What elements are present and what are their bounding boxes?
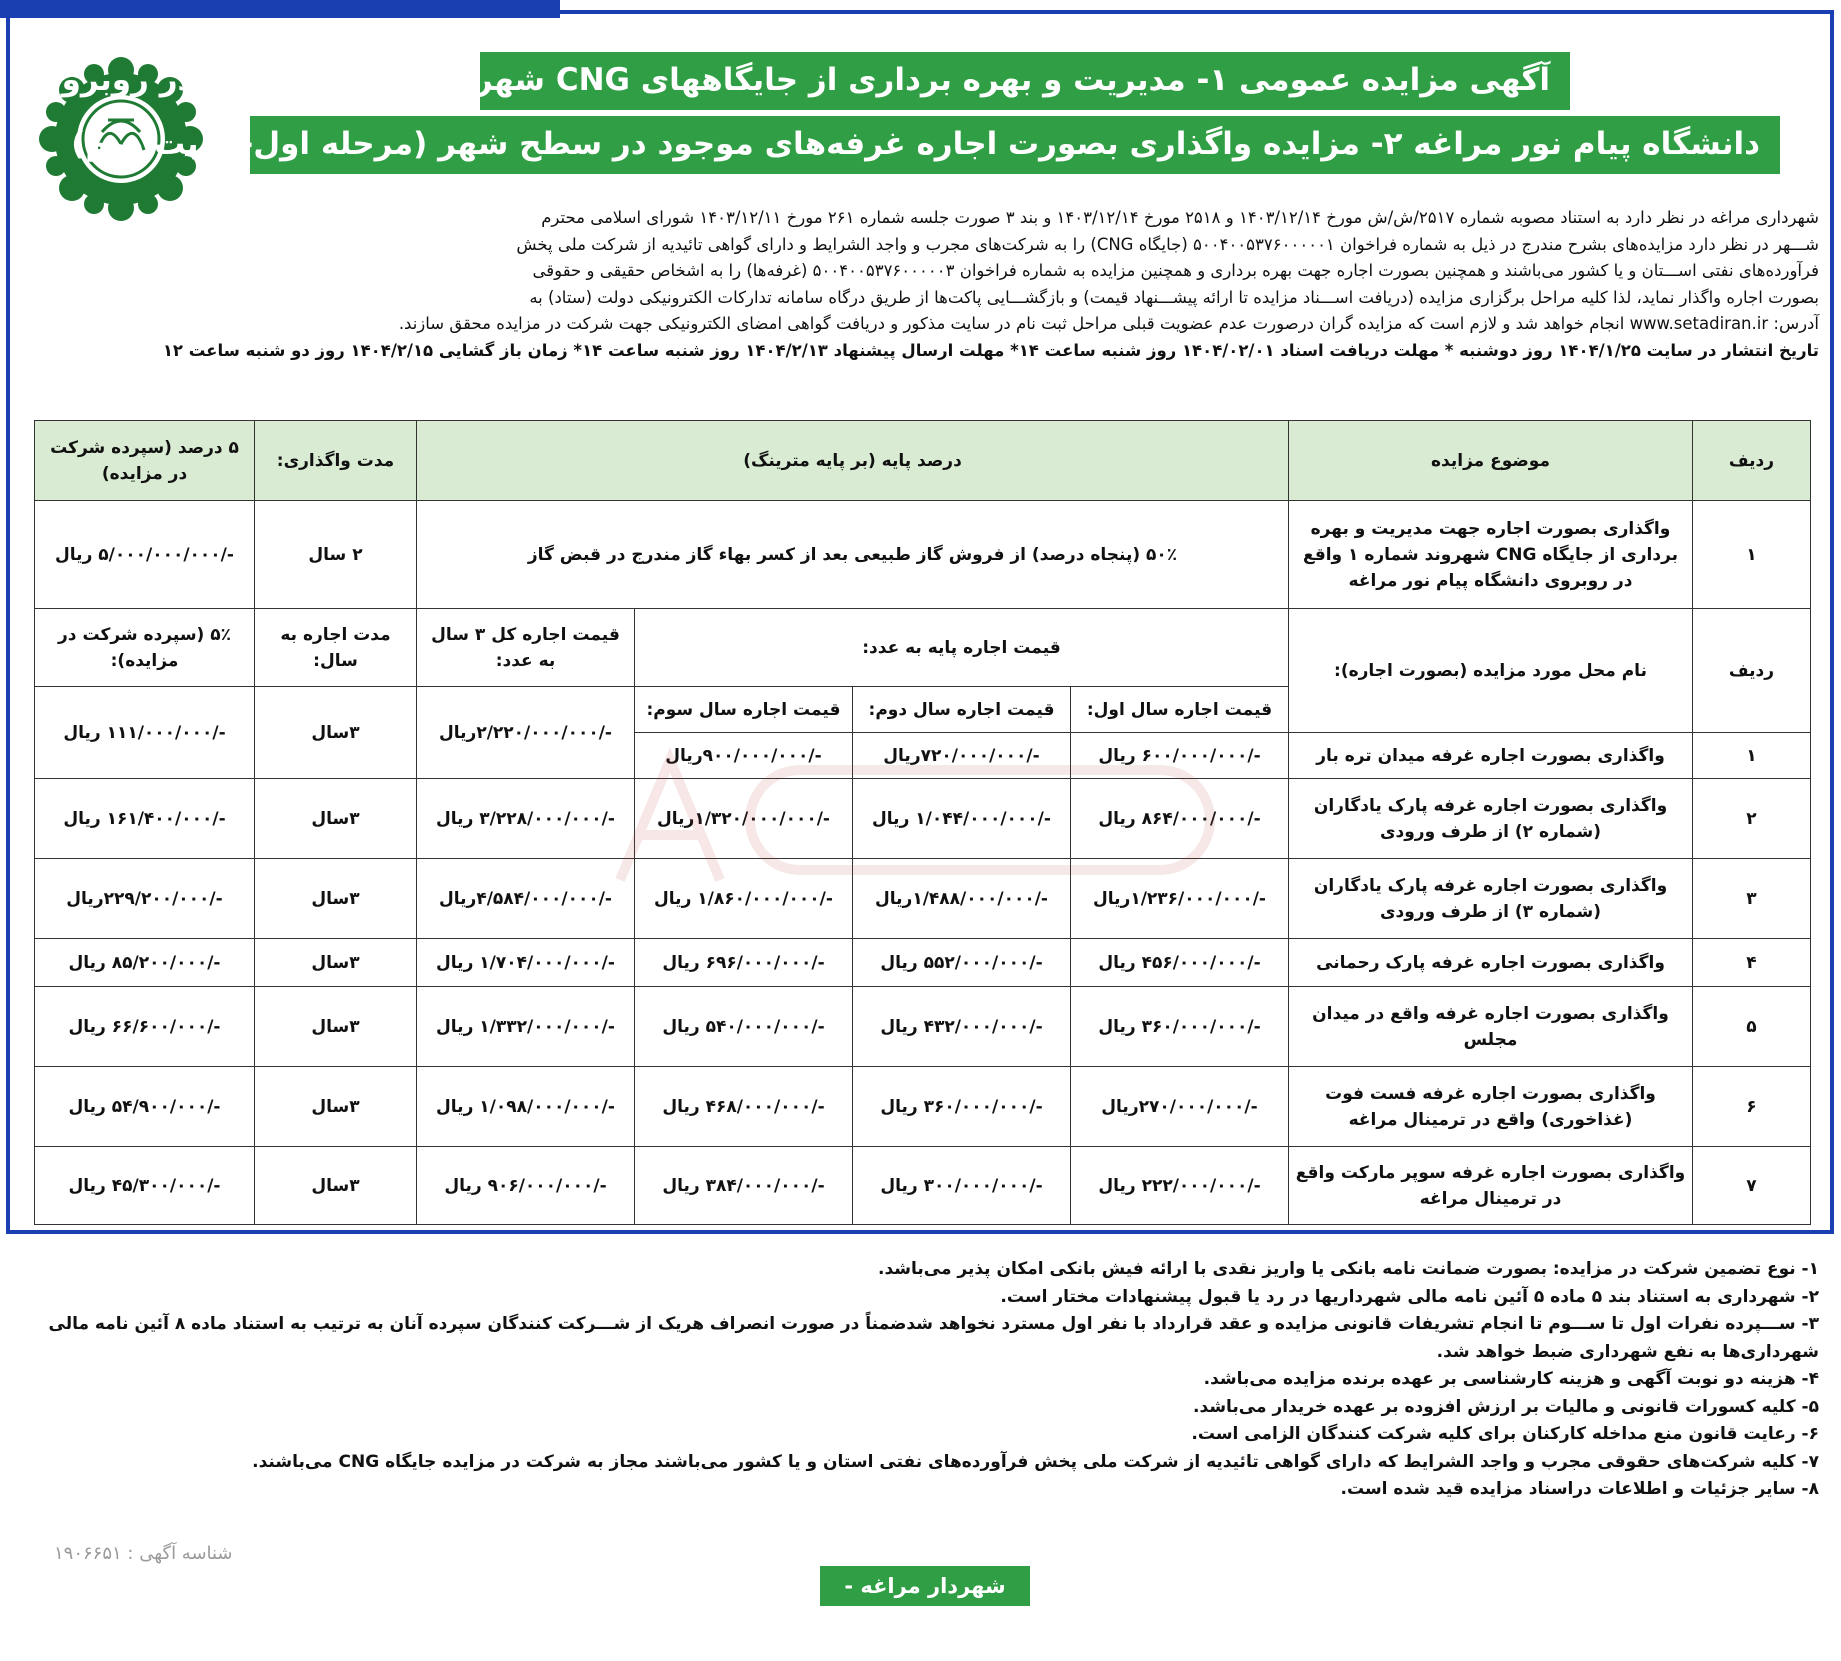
row-year1: -/۲۲۲/۰۰۰/۰۰۰ ریال — [1071, 1147, 1289, 1225]
t1-row-subject: واگذاری بصورت اجاره جهت مدیریت و بهره برداری از جایگاه CNG شهروند شماره ۱ واقع در روبروی دانشگاه پیام نور مراغه — [1289, 501, 1693, 609]
t1-row-duration: ۲ سال — [255, 501, 417, 609]
row-total: -/۱/۰۹۸/۰۰۰/۰۰۰ ریال — [417, 1067, 635, 1147]
t1-header-deposit: ۵ درصد (سپرده شرکت در مزایده) — [35, 421, 255, 501]
row-num: ۴ — [1693, 939, 1811, 987]
note-item: ۳- ســـپرده نفرات اول تا ســـوم تا انجام تشریفات قانونی مزایده و عقد قرارداد با نفر اول مسترد نخواهد شدضمناً در صورت انصراف هریک از شـــرکت کنندگان سپرده آنان به ترتیب به استناد ماده ۸ آئین نامه مالی — [48, 1314, 1819, 1334]
row-year2: -/۷۲۰/۰۰۰/۰۰۰ریال — [853, 733, 1071, 779]
row-num: ۶ — [1693, 1067, 1811, 1147]
row-deposit: -/۶۶/۶۰۰/۰۰۰ ریال — [35, 987, 255, 1067]
row-place: واگذاری بصورت اجاره غرفه سوپر مارکت واقع در ترمینال مراغه — [1289, 1147, 1693, 1225]
t2-header-year3: قیمت اجاره سال سوم: — [635, 687, 853, 733]
t2-header-year2: قیمت اجاره سال دوم: — [853, 687, 1071, 733]
table-row — [35, 939, 1811, 987]
intro-line: شـــهر در نظر دارد مزایده‌های بشرح مندرج در ذیل به شماره فراخوان ۵۰۰۴۰۰۵۳۷۶۰۰۰۰۰۱ (جایگاه CNG) را به شرکت‌های مجرب و واجد الشرایط و دارای گواهی تائیدیه از شرکت ملی پخش — [516, 234, 1819, 254]
row-year1: -/۸۶۴/۰۰۰/۰۰۰ ریال — [1071, 779, 1289, 859]
t2-header-duration: مدت اجاره به سال: — [255, 609, 417, 687]
row-num: ۷ — [1693, 1147, 1811, 1225]
t2-row1-duration: ۳سال — [255, 687, 417, 779]
row-place: واگذاری بصورت اجاره غرفه پارک رحمانی — [1289, 939, 1693, 987]
row-year2: -/۳۰۰/۰۰۰/۰۰۰ ریال — [853, 1147, 1071, 1225]
note-item: ۸- سایر جزئیات و اطلاعات دراسناد مزایده قید شده است. — [1340, 1479, 1819, 1499]
row-year1: -/۱/۲۳۶/۰۰۰/۰۰۰ریال — [1071, 859, 1289, 939]
auction-table — [34, 420, 1811, 1225]
notice-title — [33, 52, 1780, 178]
table-row — [35, 779, 1811, 859]
t2-header-total: قیمت اجاره کل ۳ سال به عدد: — [417, 609, 635, 687]
t2-header-place: نام محل مورد مزایده (بصورت اجاره): — [1289, 609, 1693, 733]
intro-paragraph — [29, 205, 1819, 364]
row-place: واگذاری بصورت اجاره غرفه میدان تره بار — [1289, 733, 1693, 779]
table-row — [35, 987, 1811, 1067]
row-year1: -/۳۶۰/۰۰۰/۰۰۰ ریال — [1071, 987, 1289, 1067]
row-year3: -/۹۰۰/۰۰۰/۰۰۰ریال — [635, 733, 853, 779]
row-year3: -/۱/۳۲۰/۰۰۰/۰۰۰ریال — [635, 779, 853, 859]
row-year1: -/۲۷۰/۰۰۰/۰۰۰ریال — [1071, 1067, 1289, 1147]
row-duration: ۳سال — [255, 1067, 417, 1147]
intro-line: آدرس: www.setadiran.ir انجام خواهد شد و لازم است که مزایده گران درصورت عدم عضویت قبلی مراحل ثبت نام در سایت مذکور و دریافت گواهی امضای الکترونیکی جهت شرکت در مزایده محقق سازند. — [398, 314, 1819, 333]
row-total: -/۱/۷۰۴/۰۰۰/۰۰۰ ریال — [417, 939, 635, 987]
note-item: ۴- هزینه دو نوبت آگهی و هزینه کارشناسی بر عهده برنده مزایده می‌باشد. — [1203, 1369, 1819, 1389]
t1-row-base-percent: ۵۰٪ (پنجاه درصد) از فروش گاز طبیعی بعد از کسر بهاء گاز مندرج در قبض گاز — [417, 501, 1289, 609]
row-num: ۱ — [1693, 733, 1811, 779]
t1-header-base-percent: درصد پایه (بر پایه مترینگ) — [417, 421, 1289, 501]
table-row — [35, 1147, 1811, 1225]
row-year1: -/۶۰۰/۰۰۰/۰۰۰ ریال — [1071, 733, 1289, 779]
note-item: ۷- کلیه شرکت‌های حقوقی مجرب و واجد الشرایط که دارای گواهی تائیدیه از شرکت ملی پخش فرآورده‌های نفتی استان و یا کشور می‌باشند مجاز به شرکت در مزایده جایگاه CNG می‌باشند. — [252, 1451, 1819, 1472]
row-year3: -/۳۸۴/۰۰۰/۰۰۰ ریال — [635, 1147, 853, 1225]
row-year2: -/۱/۴۸۸/۰۰۰/۰۰۰ریال — [853, 859, 1071, 939]
row-duration: ۳سال — [255, 859, 417, 939]
row-duration: ۳سال — [255, 779, 417, 859]
notes-list — [29, 1256, 1819, 1504]
note-item: ۲- شهرداری به استناد بند ۵ ماده ۵ آئین نامه مالی شهرداریها در رد یا قبول پیشنهادات مختار است. — [1000, 1286, 1819, 1307]
row-place: واگذاری بصورت اجاره غرفه پارک یادگاران (شماره ۲) از طرف ورودی — [1289, 779, 1693, 859]
t1-row-num: ۱ — [1693, 501, 1811, 609]
row-duration: ۳سال — [255, 987, 417, 1067]
row-total: -/۹۰۶/۰۰۰/۰۰۰ ریال — [417, 1147, 635, 1225]
intro-line: فرآورده‌های نفتی اســـتان و یا کشور می‌باشند و همچنین بصورت اجاره جهت بهره برداری و همچنین مزایده به شماره فراخوان ۵۰۰۴۰۰۵۳۷۶۰۰۰۰۰۳ (غرفه‌ها) را به اشخاص حقیقی و حقوقی — [532, 261, 1819, 280]
t1-header-duration: مدت واگذاری: — [255, 421, 417, 501]
row-year3: -/۴۶۸/۰۰۰/۰۰۰ ریال — [635, 1067, 853, 1147]
row-year3: -/۱/۸۶۰/۰۰۰/۰۰۰ ریال — [635, 859, 853, 939]
t2-header-base-rent: قیمت اجاره پایه به عدد: — [635, 609, 1289, 687]
row-year2: -/۱/۰۴۴/۰۰۰/۰۰۰ ریال — [853, 779, 1071, 859]
row-total: -/۴/۵۸۴/۰۰۰/۰۰۰ریال — [417, 859, 635, 939]
t1-header-row: ردیف — [1693, 421, 1811, 501]
note-item: ۵- کلیه کسورات قانونی و مالیات بر ارزش افزوده بر عهده خریدار می‌باشد. — [1193, 1396, 1819, 1417]
t2-row1-total: -/۲/۲۲۰/۰۰۰/۰۰۰ریال — [417, 687, 635, 779]
row-year3: -/۵۴۰/۰۰۰/۰۰۰ ریال — [635, 987, 853, 1067]
t2-header-deposit: ۵٪ (سپرده شرکت در مزایده): — [35, 609, 255, 687]
t1-row-deposit: -/۵/۰۰۰/۰۰۰/۰۰۰ ریال — [35, 501, 255, 609]
row-deposit: -/۵۴/۹۰۰/۰۰۰ ریال — [35, 1067, 255, 1147]
row-duration: ۳سال — [255, 939, 417, 987]
row-total: -/۳/۲۲۸/۰۰۰/۰۰۰ ریال — [417, 779, 635, 859]
signature-badge: شهردار مراغه - مروتی — [820, 1566, 1030, 1606]
table-row — [35, 1067, 1811, 1147]
row-year2: -/۵۵۲/۰۰۰/۰۰۰ ریال — [853, 939, 1071, 987]
row-total: -/۱/۳۳۲/۰۰۰/۰۰۰ ریال — [417, 987, 635, 1067]
row-num: ۲ — [1693, 779, 1811, 859]
row-num: ۳ — [1693, 859, 1811, 939]
row-year3: -/۶۹۶/۰۰۰/۰۰۰ ریال — [635, 939, 853, 987]
row-num: ۵ — [1693, 987, 1811, 1067]
row-place: واگذاری بصورت اجاره غرفه پارک یادگاران (شماره ۳) از طرف ورودی — [1289, 859, 1693, 939]
intro-dates-line: تاریخ انتشار در سایت ۱۴۰۴/۱/۲۵ روز دوشنبه * مهلت دریافت اسناد ۱۴۰۴/۰۲/۰۱ روز شنبه ساعت ۱۴* مهلت ارسال پیشنهاد ۱۴۰۴/۲/۱۳ روز شنبه ساعت ۱۴* زمان باز گشایی ۱۴۰۴/۲/۱۵ روز دو شنبه ساعت ۱۲ — [162, 340, 1819, 360]
table-row — [35, 859, 1811, 939]
row-place: واگذاری بصورت اجاره غرفه واقع در میدان مجلس — [1289, 987, 1693, 1067]
note-item: ۶- رعایت قانون منع مداخله کارکنان برای کلیه شرکت کنندگان الزامی است. — [1191, 1424, 1819, 1444]
title-line-2: دانشگاه پیام نور مراغه ۲- مزایده واگذاری بصورت اجاره غرفه‌های موجود در سطح شهر (مرحله اول- نوبت دوم) — [250, 116, 1780, 174]
t2-row1-deposit: -/۱۱۱/۰۰۰/۰۰۰ ریال — [35, 687, 255, 779]
row-year2: -/۴۳۲/۰۰۰/۰۰۰ ریال — [853, 987, 1071, 1067]
row-duration: ۳سال — [255, 1147, 417, 1225]
row-year1: -/۴۵۶/۰۰۰/۰۰۰ ریال — [1071, 939, 1289, 987]
row-place: واگذاری بصورت اجاره غرفه فست فوت (غذاخوری) واقع در ترمینال مراغه — [1289, 1067, 1693, 1147]
t2-header-year1: قیمت اجاره سال اول: — [1071, 687, 1289, 733]
t2-header-row: ردیف — [1693, 609, 1811, 733]
intro-line: شهرداری مراغه در نظر دارد به استناد مصوبه شماره ۲۵۱۷/ش/ش مورخ ۱۴۰۳/۱۲/۱۴ و ۲۵۱۸ مورخ ۱۴۰۳/۱۲/۱۴ و بند ۳ صورت جلسه شماره ۲۶۱ مورخ ۱۴۰۳/۱۲/۱۱ شورای اسلامی محترم — [541, 208, 1819, 227]
row-deposit: -/۲۲۹/۲۰۰/۰۰۰ریال — [35, 859, 255, 939]
row-year2: -/۳۶۰/۰۰۰/۰۰۰ ریال — [853, 1067, 1071, 1147]
note-item: شهرداری‌ها به نفع شهرداری ضبط خواهد شد. — [1436, 1341, 1819, 1362]
title-line-1: آگهی مزایده عمومی ۱- مدیریت و بهره برداری از جایگاههای CNG شهروند شماره ۱ واقع در روبروی — [480, 52, 1570, 110]
row-deposit: -/۴۵/۳۰۰/۰۰۰ ریال — [35, 1147, 255, 1225]
row-deposit: -/۸۵/۲۰۰/۰۰۰ ریال — [35, 939, 255, 987]
note-item: ۱- نوع تضمین شرکت در مزایده: بصورت ضمانت نامه بانکی یا واریز نقدی با ارائه فیش بانکی امکان پذیر می‌باشد. — [878, 1259, 1819, 1279]
t1-header-subject: موضوع مزایده — [1289, 421, 1693, 501]
ad-identifier: شناسه آگهی : ۱۹۰۶۶۵۱ — [54, 1543, 233, 1564]
row-deposit: -/۱۶۱/۴۰۰/۰۰۰ ریال — [35, 779, 255, 859]
intro-line: بصورت اجاره واگذار نماید، لذا کلیه مراحل برگزاری مزایده (دریافت اســـناد مزایده تا ارائه پیشـــنهاد قیمت) و بازگشـــایی پاکت‌ها از طریق درگاه سامانه تدارکات الکترونیکی دولت (ستاد) به — [529, 287, 1819, 307]
